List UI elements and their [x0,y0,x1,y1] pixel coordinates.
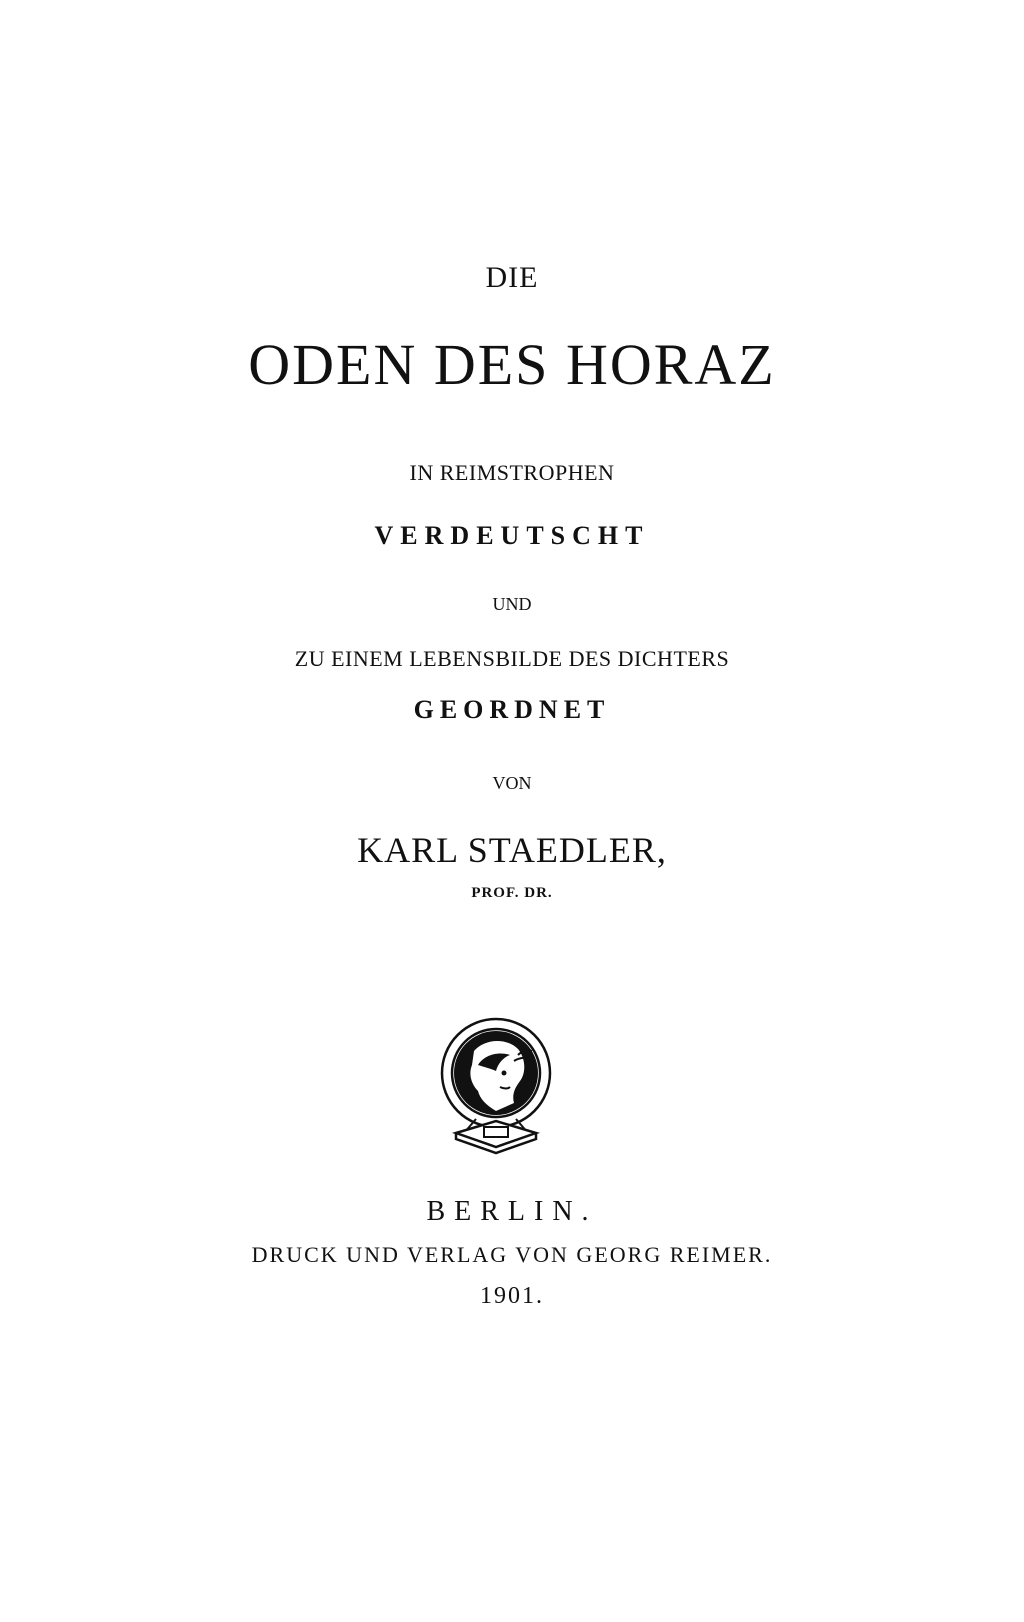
pre-title: DIE [485,261,539,294]
publication-place: BERLIN. [426,1196,598,1227]
publisher-device-icon [434,1015,558,1155]
subtitle-line-1: IN REIMSTROPHEN [409,460,615,485]
subtitle-line-2: VERDEUTSCHT [374,521,650,550]
subtitle-line-5: GEORDNET [413,695,611,724]
by-line: VON [492,773,532,793]
author-title: PROF. DR. [471,885,553,901]
author-name: KARL STAEDLER, [357,830,667,870]
book-title: ODEN DES HORAZ [248,332,776,397]
publisher: DRUCK UND VERLAG VON GEORG REIMER. [251,1242,773,1267]
subtitle-line-3: UND [492,594,532,614]
subtitle-line-4: ZU EINEM LEBENSBILDE DES DICHTERS [294,646,730,671]
publication-year: 1901. [480,1283,544,1309]
